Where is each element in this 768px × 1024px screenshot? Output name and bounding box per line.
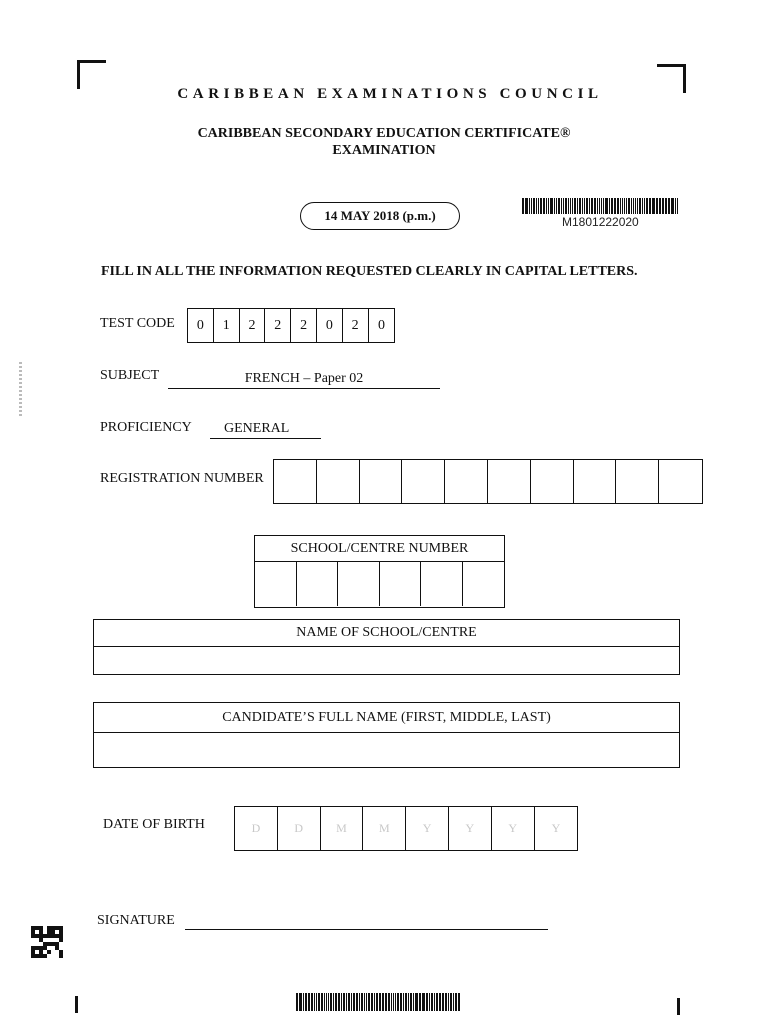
qr-code: [31, 926, 63, 958]
barcode-bar: [556, 198, 557, 214]
barcode-bar: [415, 993, 418, 1011]
barcode-bar: [353, 993, 355, 1011]
barcode-bar: [577, 198, 578, 214]
barcode-bar: [584, 198, 585, 214]
barcode-bar: [570, 198, 571, 214]
date-of-birth-cell[interactable]: M: [321, 807, 364, 850]
school-name-field[interactable]: [94, 647, 679, 674]
barcode-bar: [582, 198, 583, 214]
registration-digit-cell[interactable]: [659, 460, 702, 503]
barcode-bar: [543, 198, 545, 214]
certificate-title: [0, 125, 768, 159]
barcode-bar: [316, 993, 317, 1011]
registration-digit-cell[interactable]: [488, 460, 531, 503]
barcode-bar: [455, 993, 457, 1011]
barcode-bar: [558, 198, 560, 214]
barcode-bar: [597, 198, 598, 214]
barcode-bar: [529, 198, 530, 214]
signature-label: SIGNATURE: [97, 913, 175, 928]
registration-digit-cell[interactable]: [402, 460, 445, 503]
barcode-bar: [639, 198, 641, 214]
barcode-bar: [429, 993, 430, 1011]
corner-mark-bottom-left: [75, 996, 78, 1013]
school-name-label: NAME OF SCHOOL/CENTRE: [94, 620, 679, 647]
barcode-bar: [359, 993, 360, 1011]
barcode-bar: [419, 993, 421, 1011]
registration-digit-cell[interactable]: [317, 460, 360, 503]
barcode-bar: [303, 993, 304, 1011]
barcode-bar: [346, 993, 347, 1011]
barcode-bar: [299, 993, 302, 1011]
date-of-birth-cell[interactable]: M: [363, 807, 406, 850]
date-of-birth-cell[interactable]: D: [235, 807, 278, 850]
barcode-bar: [385, 993, 387, 1011]
barcode-bar: [659, 198, 661, 214]
barcode-bar: [601, 198, 602, 214]
barcode-bar: [599, 198, 600, 214]
barcode-bar: [382, 993, 384, 1011]
barcode-bar: [668, 198, 670, 214]
barcode-bar: [321, 993, 323, 1011]
barcode-bar: [400, 993, 402, 1011]
registration-digit-cell[interactable]: [616, 460, 659, 503]
school-centre-digit-cell[interactable]: [297, 562, 339, 606]
barcode-bar: [609, 198, 610, 214]
barcode-bar: [574, 198, 576, 214]
corner-mark-top-left: [77, 60, 106, 89]
subject-field[interactable]: FRENCH – Paper 02: [168, 370, 440, 389]
barcode-bar: [395, 993, 396, 1011]
barcode-bar: [548, 198, 549, 214]
barcode-bar: [341, 993, 342, 1011]
barcode-bar: [550, 198, 553, 214]
proficiency-field[interactable]: GENERAL: [210, 420, 321, 439]
barcode-bar: [624, 198, 625, 214]
barcode-bar: [649, 198, 651, 214]
test-code-label: TEST CODE: [100, 316, 175, 331]
barcode-bar: [591, 198, 593, 214]
barcode-bar: [450, 993, 452, 1011]
barcode-bar: [391, 993, 392, 1011]
barcode-bar: [586, 198, 588, 214]
school-centre-digit-cell[interactable]: [255, 562, 297, 606]
date-of-birth-label: DATE OF BIRTH: [103, 817, 205, 832]
qr-module: [59, 954, 63, 958]
barcode-bar: [646, 198, 648, 214]
school-centre-digit-cell[interactable]: [338, 562, 380, 606]
date-of-birth-cell[interactable]: Y: [449, 807, 492, 850]
barcode-bar: [617, 198, 619, 214]
registration-digit-cell[interactable]: [274, 460, 317, 503]
barcode-bar: [656, 198, 658, 214]
scan-edge-mark: [19, 362, 22, 418]
barcode-bottom: [296, 993, 461, 1011]
barcode-bar: [324, 993, 325, 1011]
barcode-bar: [620, 198, 621, 214]
barcode-bar: [675, 198, 676, 214]
council-title: CARIBBEAN EXAMINATIONS COUNCIL: [177, 86, 603, 102]
barcode-bar: [538, 198, 539, 214]
barcode-bar: [379, 993, 381, 1011]
barcode-bar: [631, 198, 632, 214]
barcode-bar: [611, 198, 613, 214]
barcode-bar: [422, 993, 425, 1011]
barcode-bar: [531, 198, 532, 214]
barcode-bar: [351, 993, 352, 1011]
barcode-bar: [397, 993, 399, 1011]
barcode-bar: [376, 993, 378, 1011]
barcode-bar: [622, 198, 623, 214]
candidate-name-box: [93, 702, 680, 768]
date-of-birth-cell[interactable]: Y: [406, 807, 449, 850]
school-centre-digit-cell[interactable]: [380, 562, 422, 606]
school-centre-digit-cell[interactable]: [463, 562, 505, 606]
signature-line[interactable]: [185, 929, 548, 930]
barcode-bar: [561, 198, 562, 214]
barcode-bar: [614, 198, 616, 214]
barcode-bar: [361, 993, 363, 1011]
barcode-bar: [572, 198, 573, 214]
barcode-bar: [296, 993, 298, 1011]
barcode-bar: [628, 198, 630, 214]
barcode-bar: [368, 993, 370, 1011]
barcode-bar: [434, 993, 435, 1011]
barcode-bar: [594, 198, 596, 214]
test-code-digit: 0: [317, 309, 343, 342]
school-centre-digit-cell[interactable]: [421, 562, 463, 606]
registration-digit-cell[interactable]: [531, 460, 574, 503]
certificate-line-2: EXAMINATION: [332, 143, 436, 158]
barcode-bar: [533, 198, 535, 214]
barcode-bar: [637, 198, 638, 214]
exam-date-badge: 14 MAY 2018 (p.m.): [300, 202, 460, 230]
barcode-bar: [413, 993, 414, 1011]
barcode-bar: [403, 993, 404, 1011]
date-of-birth-cell[interactable]: Y: [551, 821, 561, 835]
candidate-name-label: CANDIDATE’S FULL NAME (FIRST, MIDDLE, LAST): [94, 703, 679, 733]
barcode-number: M1801222020: [562, 215, 639, 229]
barcode-bar: [436, 993, 438, 1011]
barcode-bar: [633, 198, 634, 214]
barcode-bar: [453, 993, 454, 1011]
instruction-text: FILL IN ALL THE INFORMATION REQUESTED CLEARLY IN CAPITAL LETTERS.: [101, 264, 638, 279]
barcode-bar: [525, 198, 528, 214]
test-code-digit: 0: [377, 317, 385, 333]
barcode-bar: [318, 993, 320, 1011]
registration-number-boxes[interactable]: [273, 459, 703, 504]
registration-digit-cell[interactable]: [574, 460, 617, 503]
barcode-bar: [328, 993, 329, 1011]
subject-label: SUBJECT: [100, 368, 160, 383]
school-centre-number-box: [254, 535, 505, 608]
barcode-bar: [652, 198, 655, 214]
certificate-line-1: CARIBBEAN SECONDARY EDUCATION CERTIFICATE®: [197, 126, 571, 141]
barcode-bar: [335, 993, 337, 1011]
barcode-bar: [635, 198, 636, 214]
barcode-bar: [439, 993, 441, 1011]
barcode-bar: [388, 993, 390, 1011]
barcode-bar: [563, 198, 564, 214]
barcode-bar: [568, 198, 569, 214]
barcode-bar: [308, 993, 310, 1011]
test-code-digit: 2: [343, 309, 369, 342]
barcode-bar: [565, 198, 567, 214]
registration-digit-cell[interactable]: [445, 460, 488, 503]
barcode-bar: [374, 993, 375, 1011]
barcode-bar: [522, 198, 524, 214]
barcode-bar: [579, 198, 581, 214]
barcode-bar: [603, 198, 604, 214]
barcode-bar: [426, 993, 428, 1011]
barcode-bar: [554, 198, 555, 214]
barcode-bar: [343, 993, 345, 1011]
barcode-bar: [665, 198, 667, 214]
test-code-digit: 0: [188, 309, 214, 342]
barcode-bar: [644, 198, 645, 214]
barcode-bar: [431, 993, 433, 1011]
school-centre-number-label: SCHOOL/CENTRE NUMBER: [255, 536, 504, 562]
barcode-bar: [546, 198, 547, 214]
date-of-birth-cell[interactable]: Y: [492, 807, 535, 850]
barcode-bar: [642, 198, 643, 214]
barcode-bar: [540, 198, 542, 214]
barcode-bar: [305, 993, 307, 1011]
registration-digit-cell[interactable]: [360, 460, 403, 503]
proficiency-label: PROFICIENCY: [100, 420, 192, 435]
barcode-bar: [410, 993, 412, 1011]
barcode-bar: [536, 198, 537, 214]
test-code-digit: 2: [291, 309, 317, 342]
date-of-birth-boxes[interactable]: [234, 806, 578, 851]
barcode-bar: [589, 198, 590, 214]
barcode-bar: [458, 993, 460, 1011]
barcode-bar: [311, 993, 313, 1011]
school-centre-number-cells[interactable]: [255, 562, 504, 606]
barcode-bar: [371, 993, 373, 1011]
barcode-bar: [408, 993, 409, 1011]
barcode-bar: [366, 993, 367, 1011]
candidate-name-field[interactable]: [94, 733, 679, 767]
barcode-bar: [326, 993, 327, 1011]
barcode-bar: [364, 993, 365, 1011]
barcode-bar: [626, 198, 627, 214]
barcode-bar: [405, 993, 407, 1011]
school-name-box: [93, 619, 680, 675]
barcode-bar: [330, 993, 332, 1011]
barcode-top: [522, 198, 679, 214]
date-of-birth-cell[interactable]: D: [278, 807, 321, 850]
test-code-digit: 2: [265, 309, 291, 342]
barcode-bar: [356, 993, 358, 1011]
barcode-bar: [393, 993, 394, 1011]
barcode-bar: [605, 198, 608, 214]
barcode-bar: [333, 993, 334, 1011]
barcode-bar: [338, 993, 340, 1011]
barcode-bar: [442, 993, 444, 1011]
barcode-bar: [671, 198, 674, 214]
barcode-bar: [448, 993, 449, 1011]
barcode-bar: [314, 993, 315, 1011]
registration-number-label: REGISTRATION NUMBER: [100, 471, 264, 486]
test-code-boxes: [187, 308, 395, 343]
barcode-bar: [348, 993, 350, 1011]
test-code-digit: 1: [214, 309, 240, 342]
barcode-bar: [677, 198, 678, 214]
barcode-bar: [445, 993, 447, 1011]
test-code-digit: 2: [240, 309, 266, 342]
barcode-bar: [662, 198, 664, 214]
corner-mark-bottom-right: [677, 998, 680, 1015]
